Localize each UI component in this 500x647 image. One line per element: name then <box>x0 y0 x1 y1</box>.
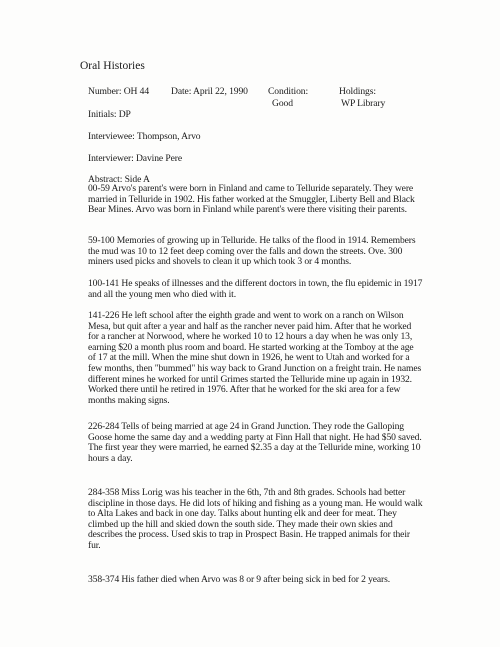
paragraph-line: few months, then "bummed" his way back to Grand Junction on a freight train. He names <box>88 362 422 374</box>
document-title: Oral Histories <box>80 60 145 72</box>
paragraph-line: Bear Mines. Arvo was born in Finland while parent's were there visiting their parents. <box>88 204 407 216</box>
condition-value: Good <box>272 98 293 109</box>
abstract-paragraph-2 <box>88 236 428 268</box>
paragraph-line: Worked there until he retired in 1976. After that he worked for the ski area for a few <box>88 384 401 396</box>
holdings-label: Holdings: <box>339 86 376 97</box>
paragraph-line: 100-141 He speaks of illnesses and the different doctors in town, the flu epidemic in 1917 <box>88 278 423 289</box>
abstract-paragraph-4 <box>88 311 428 406</box>
paragraph-line: married in Telluride in 1902. His father worked at the Smuggler, Liberty Bell and Black <box>88 193 415 205</box>
paragraph-line: the mud was 10 to 12 feet deep coming over the falls and down the streets. Ove. 300 <box>88 245 403 257</box>
paragraph-line: for a rancher at Norwood, where he worked 10 to 12 hours a day when he was only 13, <box>88 331 413 343</box>
paragraph-line: fur. <box>88 539 101 551</box>
paragraph-line: miners used picks and shovels to clean it up which took 3 or 4 months. <box>88 256 352 268</box>
abstract-paragraph-1 <box>88 184 428 216</box>
paragraph-line: 59-100 Memories of growing up in Telluride. He talks of the flood in 1914. Remembers <box>88 235 416 246</box>
paragraph-line: Goose home the same day and a wedding party at Finn Hall that night. He had $50 saved. <box>88 431 422 443</box>
initials-field: Initials: DP <box>88 109 131 120</box>
paragraph-line: Mesa, but quit after a year and half as the rancher never paid him. After that he worked <box>88 320 412 332</box>
abstract-paragraph-7 <box>88 575 428 586</box>
condition-label: Condition: <box>268 86 309 97</box>
date-field: Date: April 22, 1990 <box>171 86 248 97</box>
abstract-paragraph-3 <box>88 279 428 300</box>
paragraph-line: different mines he worked for until Grimes started the Telluride mine up again in 1932. <box>88 373 412 385</box>
abstract-heading: Abstract: Side A <box>88 174 150 185</box>
paragraph-line: to Alta Lakes and back in one day. Talks about hunting elk and deer for meat. They <box>88 508 397 520</box>
number-field: Number: OH 44 <box>88 86 150 97</box>
paragraph-line: earning $20 a month plus room and board. He started working at the Tomboy at the age <box>88 341 414 353</box>
paragraph-line: The first year they were married, he earned $2.35 a day at the Telluride mine, working 10 <box>88 442 421 454</box>
paragraph-line: 226-284 Tells of being married at age 24 in Grand Junction. They rode the Galloping <box>88 421 404 432</box>
paragraph-line: months making signs. <box>88 394 170 406</box>
paragraph-line: 358-374 His father died when Arvo was 8 or 9 after being sick in bed for 2 years. <box>88 574 390 585</box>
paragraph-line: climbed up the hill and skied down the south side. They made their own skies and <box>88 518 393 530</box>
paragraph-line: 00-59 Arvo's parent's were born in Finland and came to Telluride separately. They were <box>88 183 414 194</box>
paragraph-line: 141-226 He left school after the eighth grade and went to work on a ranch on Wilson <box>88 310 404 321</box>
paragraph-line: describes the process. Used skis to trap in Prospect Basin. He trapped animals for their <box>88 529 410 541</box>
interviewee-field: Interviewee: Thompson, Arvo <box>88 131 201 142</box>
holdings-value: WP Library <box>341 98 386 109</box>
paragraph-line: 284-358 Miss Lorig was his teacher in the 6th, 7th and 8th grades. Schools had better <box>88 487 406 498</box>
abstract-paragraph-6 <box>88 488 428 552</box>
paragraph-line: of 17 at the mill. When the mine shut down in 1926, he went to Utah and worked for a <box>88 352 410 364</box>
paragraph-line: discipline in those days. He did lots of hiking and fishing as a young man. He would walk <box>88 497 423 509</box>
abstract-paragraph-5 <box>88 422 428 464</box>
paragraph-line: hours a day. <box>88 452 133 464</box>
paragraph-line: and all the young men who died with it. <box>88 288 236 300</box>
interviewer-field: Interviewer: Davine Pere <box>88 153 183 164</box>
